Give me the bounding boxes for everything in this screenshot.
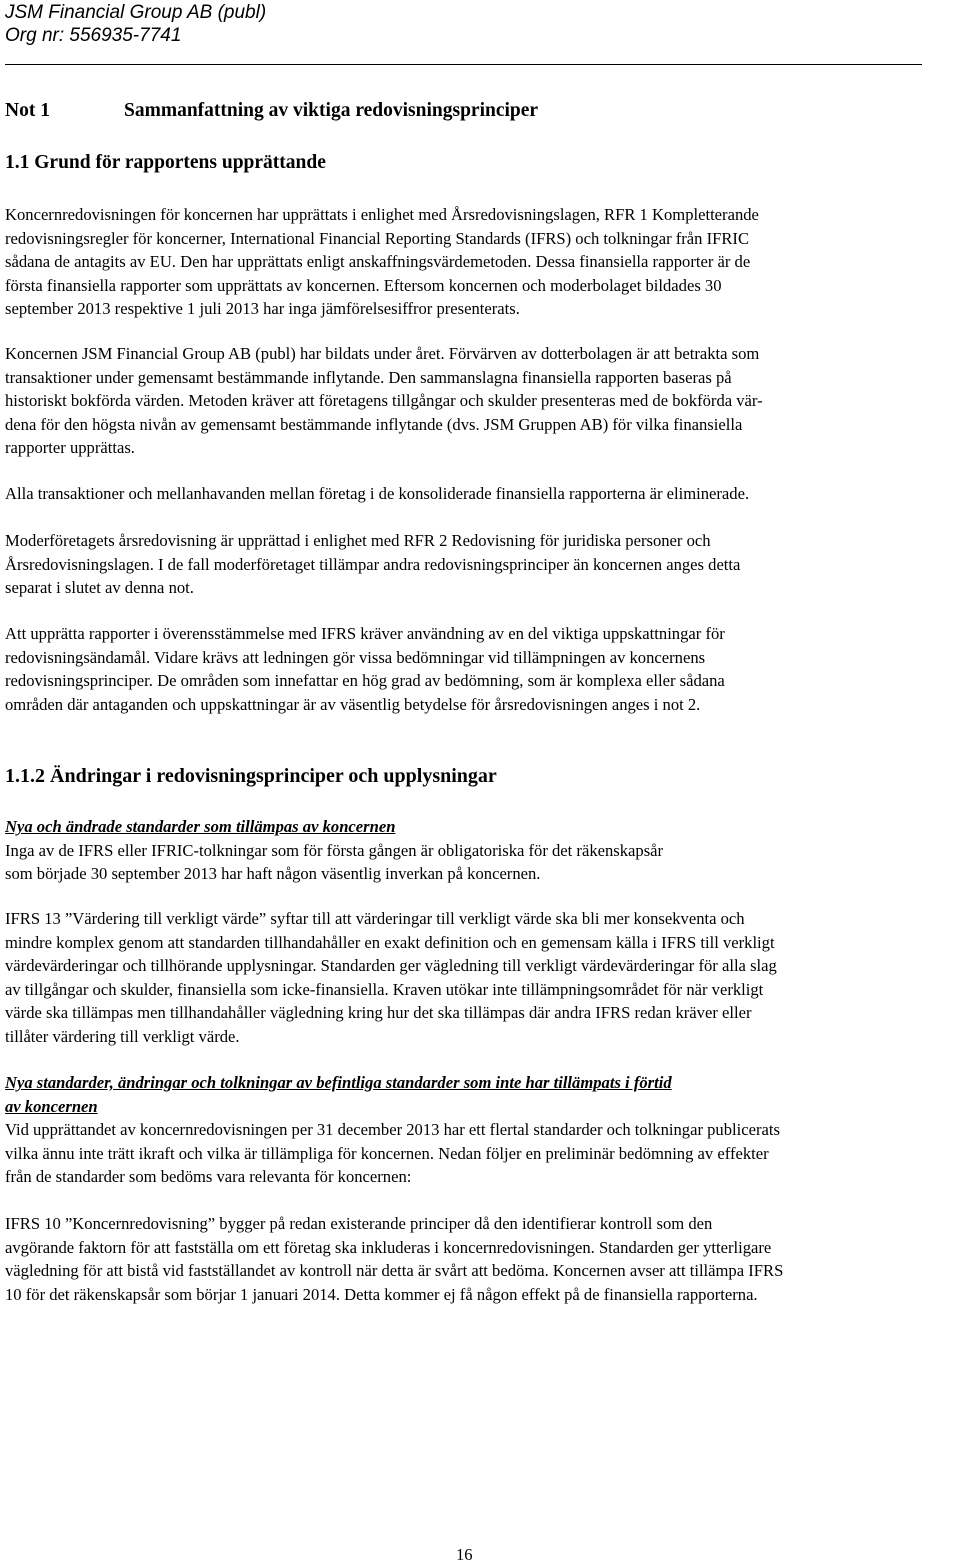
company-name: JSM Financial Group AB (publ) bbox=[5, 2, 267, 23]
org-number: Org nr: 556935-7741 bbox=[5, 25, 182, 46]
paragraph-line: sådana de antagits av EU. Den har upprättats enligt anskaffningsvärdemetoden. Dessa finansiella rapporter är de bbox=[5, 252, 751, 271]
paragraph-line: avgörande faktorn för att fastställa om ett företag ska inkluderas i koncernredovisningen. Standarden ger ytterligare bbox=[5, 1237, 772, 1257]
paragraph bbox=[5, 1071, 960, 1189]
paragraph-line: tillåter värdering till verkligt värde. bbox=[5, 1026, 240, 1046]
paragraph-line: värdevärderingar och tillhörande upplysningar. Standarden ger vägledning till verkligt värdevärderingar för alla slag bbox=[5, 956, 777, 975]
paragraph-line: redovisningsändamål. Vidare krävs att ledningen gör vissa bedömningar vid tillämpningen av koncernens bbox=[5, 647, 706, 667]
paragraph-line: separat i slutet av denna not. bbox=[5, 578, 194, 597]
paragraph-line: Inga av de IFRS eller IFRIC-tolkningar som för första gången är obligatoriska för det räkenskapsår bbox=[5, 840, 664, 860]
paragraph-line: Koncernen JSM Financial Group AB (publ) har bildats under året. Förvärven av dotterbolagen är att betrakta som bbox=[5, 344, 760, 363]
paragraph-line: Vid upprättandet av koncernredovisningen per 31 december 2013 har ett flertal standarder och tolkningar publicerats bbox=[5, 1120, 780, 1139]
paragraph-line: Årsredovisningslagen. I de fall moderföretaget tillämpar andra redovisningsprinciper än koncernen anges detta bbox=[5, 554, 741, 574]
paragraph-line: mindre komplex genom att standarden tillhandahåller en exakt definition och en gemensam källa i IFRS till verkligt bbox=[5, 932, 775, 952]
subheading: av koncernen bbox=[5, 1096, 98, 1116]
paragraph-line: rapporter upprättas. bbox=[5, 438, 135, 457]
paragraph-line: av tillgångar och skulder, finansiella som icke-finansiella. Kraven utökar inte tillämpningsområdet för när verkligt bbox=[5, 979, 764, 999]
paragraph-line: vägledning för att bistå vid fastställandet av kontroll när detta är svårt att bedöma. Koncernen avser att tillämpa IFRS bbox=[5, 1261, 784, 1280]
paragraph-line: redovisningsregler för koncerner, International Financial Reporting Standards (IFRS) och tolkningar från IFRIC bbox=[5, 228, 750, 248]
paragraph-line: transaktioner under gemensamt bestämmande inflytande. Den sammanslagna finansiella rapporten baseras på bbox=[5, 367, 732, 387]
paragraph bbox=[5, 342, 960, 460]
paragraph-line: dena för den högsta nivån av gemensamt bestämmande inflytande (dvs. JSM Gruppen AB) för vilka finansiella bbox=[5, 414, 743, 434]
paragraph-line: IFRS 10 ”Koncernredovisning” bygger på redan existerande principer då den identifierar kontroll som den bbox=[5, 1214, 713, 1233]
paragraph-line: IFRS 13 ”Värdering till verkligt värde” syftar till att värderingar till verkligt värde ska bli mer konsekventa och bbox=[5, 909, 745, 928]
paragraph-line: Att upprätta rapporter i överensstämmelse med IFRS kräver användning av en del viktiga uppskattningar för bbox=[5, 624, 725, 643]
paragraph-line: historiskt bokförda värden. Metoden kräver att företagens tillgångar och skulder presenteras med de bokförda vär- bbox=[5, 391, 763, 410]
subsection-heading: 1.1.2 Ändringar i redovisningsprinciper och upplysningar bbox=[5, 765, 497, 787]
paragraph bbox=[5, 815, 960, 886]
paragraph-line: Alla transaktioner och mellanhavanden mellan företag i de konsoliderade finansiella rapporterna är eliminerade. bbox=[5, 484, 750, 503]
note-title: Sammanfattning av viktiga redovisningsprinciper bbox=[124, 100, 539, 121]
subheading: Nya och ändrade standarder som tillämpas av koncernen bbox=[5, 817, 396, 836]
paragraph-line: värde ska tillämpas men tillhandahåller vägledning kring hur det ska tillämpas där andra IFRS redan kräver eller bbox=[5, 1003, 752, 1022]
paragraph-line: redovisningsprinciper. De områden som innefattar en hög grad av bedömning, som är komplexa eller sådana bbox=[5, 671, 725, 690]
header-divider bbox=[5, 64, 922, 65]
paragraph bbox=[5, 482, 960, 506]
paragraph bbox=[5, 529, 960, 600]
paragraph bbox=[5, 203, 960, 321]
subheading: Nya standarder, ändringar och tolkningar av befintliga standarder som inte har tillämpats i förtid bbox=[5, 1073, 672, 1092]
paragraph-line: september 2013 respektive 1 juli 2013 har inga jämförelsesiffror presenterats. bbox=[5, 299, 520, 318]
page-number: 16 bbox=[456, 1545, 473, 1564]
section-heading: 1.1 Grund för rapportens upprättande bbox=[5, 152, 326, 173]
paragraph-line: från de standarder som bedöms vara relevanta för koncernen: bbox=[5, 1167, 412, 1186]
paragraph-line: områden där antaganden och uppskattningar är av väsentlig betydelse för årsredovisningen anges i not 2. bbox=[5, 694, 701, 714]
paragraph-line: första finansiella rapporter som upprättats av koncernen. Eftersom koncernen och moderbolaget bildades 30 bbox=[5, 275, 722, 295]
paragraph bbox=[5, 907, 960, 1048]
paragraph-line: som började 30 september 2013 har haft någon väsentlig inverkan på koncernen. bbox=[5, 864, 541, 883]
paragraph-line: Moderföretagets årsredovisning är upprättad i enlighet med RFR 2 Redovisning för juridiska personer och bbox=[5, 531, 711, 550]
paragraph-line: 10 för det räkenskapsår som börjar 1 januari 2014. Detta kommer ej få någon effekt på de finansiella rapporterna. bbox=[5, 1284, 758, 1304]
paragraph bbox=[5, 1212, 960, 1306]
paragraph-line: vilka ännu inte trätt ikraft och vilka är tillämpliga för koncernen. Nedan följer en preliminär bedömning av effekter bbox=[5, 1143, 769, 1163]
paragraph bbox=[5, 622, 960, 716]
note-number: Not 1 bbox=[5, 100, 50, 121]
paragraph-line: Koncernredovisningen för koncernen har upprättats i enlighet med Årsredovisningslagen, RFR 1 Kompletterande bbox=[5, 205, 759, 224]
